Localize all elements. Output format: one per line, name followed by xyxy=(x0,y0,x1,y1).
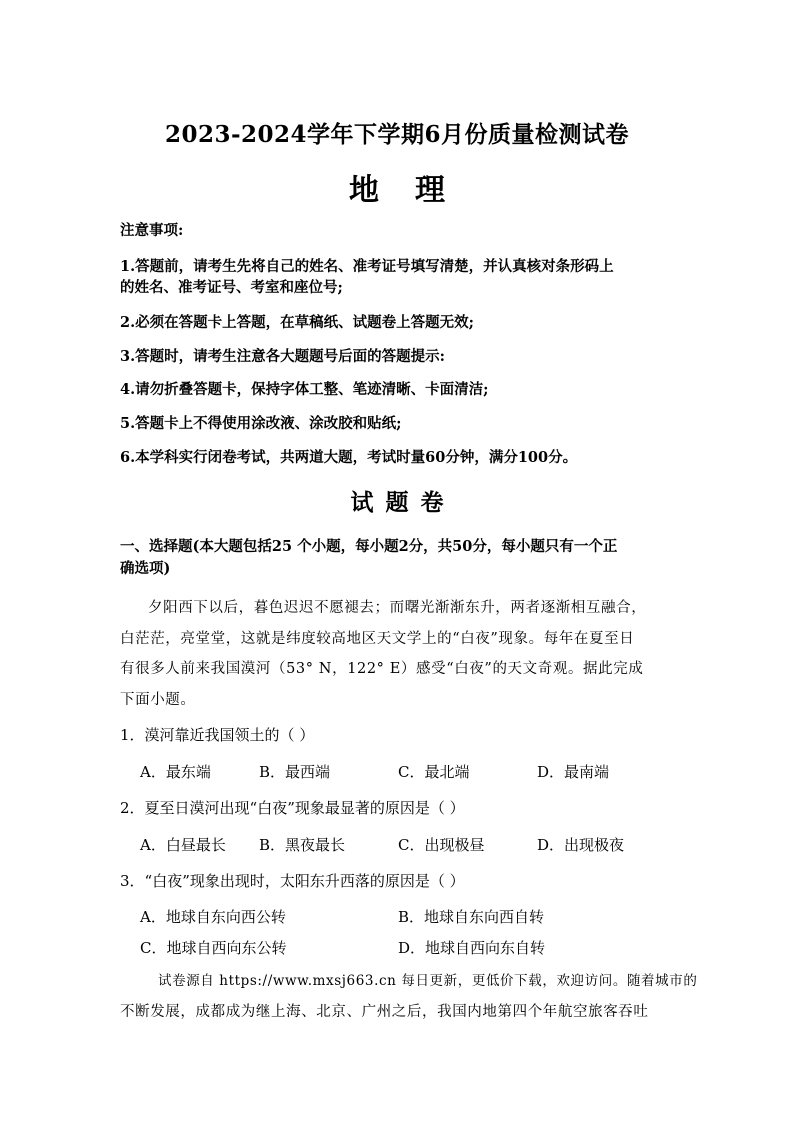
part-heading: 确选项) xyxy=(120,560,171,577)
option-d: D．最南端 xyxy=(537,763,610,781)
passage-line: 有很多人前来我国漠河（53° N，122° E）感受“白夜”的天文奇观。据此完成 xyxy=(120,661,644,677)
passage-line: 下面小题。 xyxy=(120,692,196,708)
option-d: D．地球自西向东自转 xyxy=(398,939,546,957)
option-a: A．最东端 xyxy=(140,763,211,781)
passage-line: 试卷源自 https://www.mxsj663.cn 每日更新，更低价下载，欢迎访问。随着城市的 xyxy=(158,973,698,989)
question-stem: 3．“白夜”现象出现时，太阳东升西落的原因是（ ） xyxy=(120,872,465,890)
passage-line: 白茫茫，亮堂堂，这就是纬度较高地区天文学上的“白夜”现象。每年在夏至日 xyxy=(120,631,635,647)
passage-line: 夕阳西下以后，暮色迟迟不愿褪去；而曙光渐渐东升，两者逐渐相互融合， xyxy=(148,600,647,616)
option-c: C．地球自西向东公转 xyxy=(140,939,287,957)
option-c: C．出现极昼 xyxy=(398,836,485,854)
notice-item: 的姓名、准考证号、考室和座位号; xyxy=(120,279,343,296)
option-d: D．出现极夜 xyxy=(537,836,625,854)
notice-item: 3.答题时，请考生注意各大题题号后面的答题提示: xyxy=(120,348,445,365)
option-b: B．地球自东向西自转 xyxy=(398,908,545,926)
section-title: 试题卷 xyxy=(350,489,456,516)
option-c: C．最北端 xyxy=(398,763,470,781)
question-stem: 2．夏至日漠河出现“白夜”现象最显著的原因是（ ） xyxy=(120,799,465,817)
subject-title: 地理 xyxy=(349,173,481,208)
part-heading: 一、选择题(本大题包括25 个小题，每小题2分，共50分，每小题只有一个正 xyxy=(120,538,618,555)
option-b: B．最西端 xyxy=(259,763,331,781)
notice-item: 2.必须在答题卡上答题，在草稿纸、试题卷上答题无效; xyxy=(120,314,474,331)
option-a: A．地球自东向西公转 xyxy=(140,908,286,926)
exam-title: 2023-2024学年下学期6月份质量检测试卷 xyxy=(164,121,630,148)
notice-item: 6.本学科实行闭卷考试，共两道大题，考试时量60分钟，满分100分。 xyxy=(120,449,578,466)
option-a: A．白昼最长 xyxy=(140,836,226,854)
notice-heading: 注意事项: xyxy=(120,222,184,239)
notice-item: 1.答题前，请考生先将自己的姓名、准考证号填写清楚，并认真核对条形码上 xyxy=(120,258,614,275)
notice-item: 5.答题卡上不得使用涂改液、涂改胶和贴纸; xyxy=(120,415,402,432)
notice-item: 4.请勿折叠答题卡，保持字体工整、笔迹清晰、卡面清洁; xyxy=(120,381,489,398)
question-stem: 1．漠河靠近我国领土的（ ） xyxy=(120,726,315,744)
passage-line: 不断发展，成都成为继上海、北京、广州之后，我国内地第四个年航空旅客吞吐 xyxy=(120,1004,649,1020)
option-b: B．黑夜最长 xyxy=(259,836,346,854)
